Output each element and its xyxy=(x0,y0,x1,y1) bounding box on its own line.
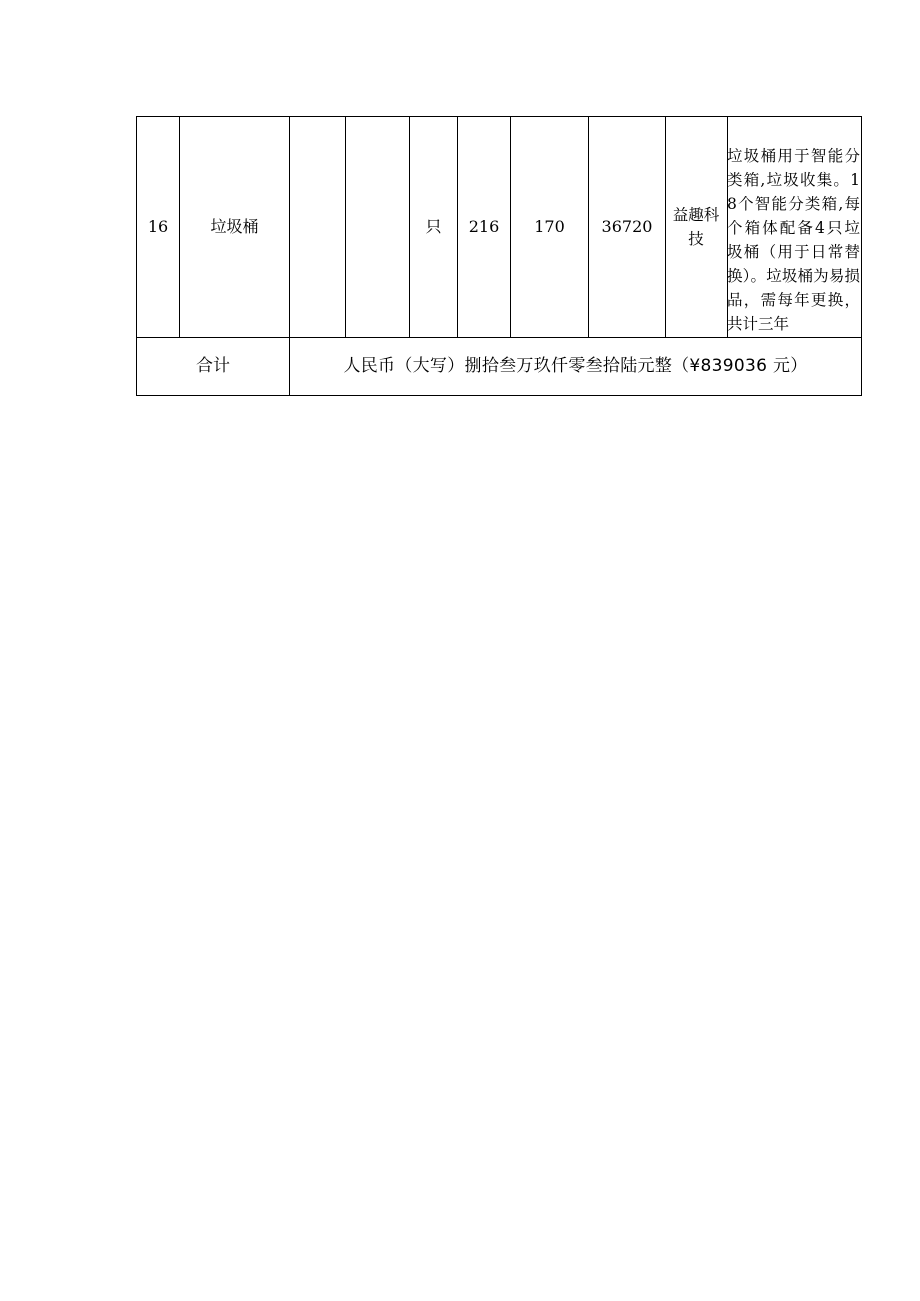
table-border-bottom xyxy=(136,395,862,396)
cell-unit: 只 xyxy=(425,216,442,236)
cell-amount: 36720 xyxy=(601,216,653,236)
total-value: 人民币（大写）捌拾叁万玖仟零叁拾陆元整（¥839036 元） xyxy=(343,356,808,376)
cell-brand xyxy=(345,116,410,337)
quotation-table xyxy=(136,116,862,396)
cell-supplier: 益趣科技 xyxy=(672,205,720,248)
cell-remark: 垃圾桶用于智能分类箱,垃圾收集。18个智能分类箱,每个箱体配备4只垃圾桶（用于日常替换）。垃圾桶为易损品，需每年更换，共计三年 xyxy=(727,147,860,333)
cell-unit-price: 170 xyxy=(534,216,565,236)
cell-name: 垃圾桶 xyxy=(210,216,259,236)
total-label: 合计 xyxy=(196,356,230,376)
cell-index: 16 xyxy=(147,216,169,236)
cell-quantity: 216 xyxy=(468,216,500,236)
cell-spec xyxy=(289,116,346,337)
